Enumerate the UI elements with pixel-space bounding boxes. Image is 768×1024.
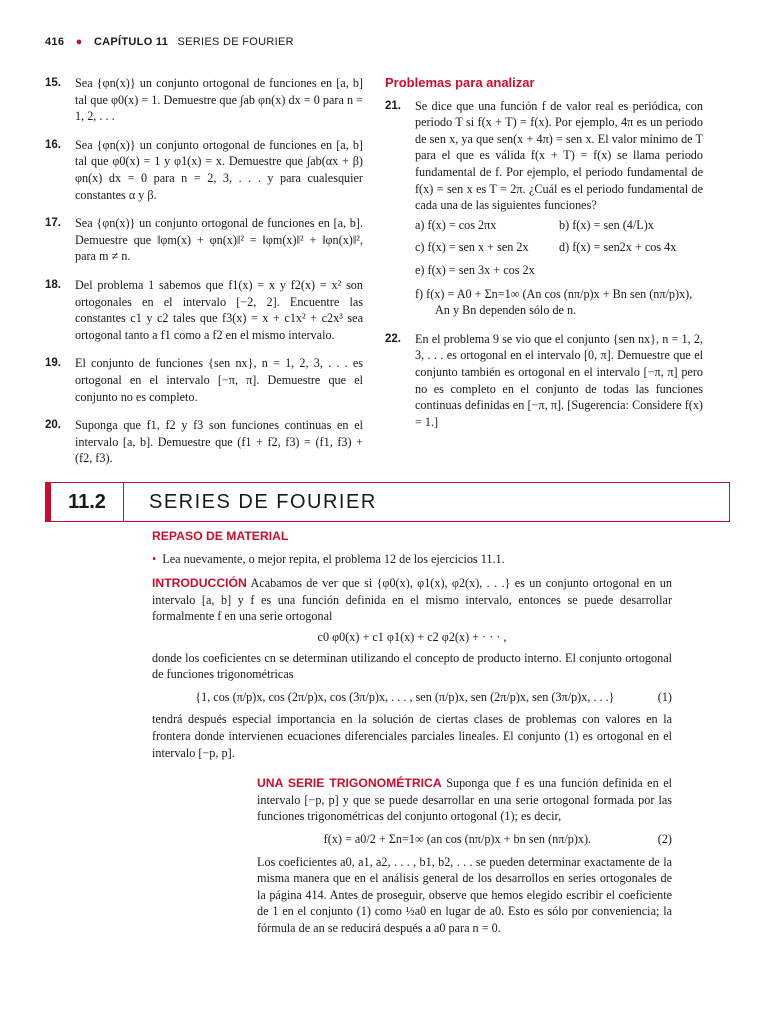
section-title: SERIES DE FOURIER	[149, 491, 377, 513]
subproblem-b: b) f(x) = sen (4/L)x	[559, 217, 654, 232]
problem-number: 22.	[385, 332, 401, 345]
equation-1-number: (1)	[657, 689, 672, 704]
problem-18	[45, 277, 363, 343]
problem-20	[45, 417, 363, 467]
problem-15	[45, 75, 363, 125]
problem-text: El conjunto de funciones {sen nx}, n = 1, 2, 3, . . . es ortogonal en el intervalo [−π, π]. Demuestre que el conjunto no es completo.	[75, 356, 363, 404]
coefficients-paragraph: Los coeficientes a0, a1, a2, . . . , b1, b2, . . . se pueden determinar exactamente de la misma manera que en el análisis general de los desarrollos en series ortogonales de la página 414. Antes de proseguir, observe que hemos elegido escribir el coeficiente de 1 en el conjunto (1) como ½a0 en lugar de a0. Esto es sólo por conveniencia; la fórmula de an se reducirá después a a0 para n = 0.	[257, 854, 672, 935]
problem-number: 21.	[385, 99, 401, 112]
bullet-icon: •	[152, 551, 157, 566]
intro-paragraph	[152, 575, 672, 625]
right-column	[385, 75, 703, 442]
problem-16	[45, 137, 363, 203]
intro-text-3: tendrá después especial importancia en la solución de ciertas clases de problemas con valores en la frontera donde intervienen ecuaciones diferenciales parciales lineales. El conjunto (1) es ortogonal en el intervalo [−p, p].	[152, 712, 672, 760]
subproblem-c: c) f(x) = sen x + sen 2x	[415, 240, 529, 255]
series-equation: c0 φ0(x) + c1 φ1(x) + c2 φ2(x) + · · · ,	[317, 629, 507, 644]
bullet-icon: ●	[75, 36, 83, 48]
chapter-label: CAPÍTULO 11	[93, 36, 169, 48]
subproblem-f-note: An y Bn dependen sólo de n.	[435, 303, 577, 318]
problem-text: Sea {φn(x)} un conjunto ortogonal de funciones en [a, b]. Demuestre que ‖φm(x) + φn(x)‖² = ‖φm(x)‖² + ‖φn(x)‖², para m ≠ n.	[75, 216, 363, 264]
equation-1-body: {1, cos (π/p)x, cos (2π/p)x, cos (3π/p)x, . . . , sen (π/p)x, sen (2π/p)x, sen (3π/p)x, . . .}	[195, 689, 615, 704]
problem-number: 20.	[45, 419, 61, 432]
subproblems	[415, 214, 703, 282]
section-number: 11.2	[51, 483, 124, 521]
review-text: Lea nuevamente, o mejor repita, el problema 12 de los ejercicios 11.1.	[162, 551, 505, 566]
problem-19	[45, 355, 363, 405]
problem-number: 18.	[45, 278, 61, 291]
subproblem-d: d) f(x) = sen2x + cos 4x	[559, 240, 677, 255]
chapter-title: SERIES DE FOURIER	[177, 36, 294, 48]
page-number: 416	[45, 36, 65, 48]
intro-text: Acabamos de ver que si {φ0(x), φ1(x), φ2(x), . . .} es un conjunto ortogonal en un intervalo [a, b] y f es una función definida en el mismo intervalo, entonces se puede desarrollar formalmente f en una serie ortogonal	[152, 576, 672, 624]
problem-number: 15.	[45, 77, 61, 89]
problem-text: En el problema 9 se vio que el conjunto {sen nx}, n = 1, 2, 3, . . . es ortogonal en el intervalo [0, π]. Demuestre que el conjunto también es ortogonal en el intervalo [−π, π] pero no es completo en el conjunto de todas las funciones continuas definidas en [−π, π]. [Sugerencia: Considere f(x) = 1.]	[415, 331, 703, 429]
subproblem-e: e) f(x) = sen 3x + cos 2x	[415, 262, 535, 277]
intro-label: INTRODUCCIÓN	[152, 576, 247, 591]
discussion-heading: Problemas para analizar	[385, 75, 535, 90]
subproblem-a: a) f(x) = cos 2πx	[415, 217, 497, 232]
problem-text: Del problema 1 sabemos que f1(x) = x y f2(x) = x² son ortogonales en el intervalo [−2, 2]. Encuentre las constantes c1 y c2 tales que f3(x) = x + c1x² + c2x³ sea ortogonal tanto a f1 como a f2 en el mismo intervalo.	[75, 277, 363, 342]
problem-text: Sea {φn(x)} un conjunto ortogonal de funciones en [a, b] tal que φ0(x) = 1 y φ1(x) = x. Demuestre que ∫ab(αx + β) φn(x) dx = 0 para n = 2, 3, . . . y para cualesquier constantes α y β.	[75, 137, 363, 202]
equation-1	[152, 689, 672, 706]
equation-2-number: (2)	[657, 831, 672, 846]
problem-21	[385, 98, 703, 319]
problem-text: Se dice que una función f de valor real es periódica, con periodo T si f(x + T) = f(x). Por ejemplo, 4π es un periodo de sen x, ya que sen(x + 4π) = sen x. El valor mínimo de T para el que es válida f(x + T) = f(x) se llama periodo fundamental de f. Por ejemplo, el periodo fundamental de f(x) = sen x es T = 2π. ¿Cuál es el periodo fundamental de cada una de las siguientes funciones?	[415, 98, 703, 213]
problem-22	[385, 331, 703, 431]
section-body	[152, 528, 672, 936]
problem-number: 16.	[45, 138, 61, 151]
intro-text-2: donde los coeficientes cn se determinan utilizando el concepto de producto interno. El conjunto ortogonal de funciones trigonométricas	[152, 650, 672, 682]
problem-text: Suponga que f1, f2 y f3 son funciones continuas en el intervalo [a, b]. Demuestre que (f1 + f2, f3) = (f1, f3) + (f2, f3).	[75, 418, 363, 466]
trig-label: UNA SERIE TRIGONOMÉTRICA	[257, 776, 442, 791]
left-column	[45, 75, 363, 479]
problem-text: Sea {φn(x)} un conjunto ortogonal de funciones en [a, b] tal que φ0(x) = 1. Demuestre que ∫ab φn(x) dx = 0 para n = 1, 2, . . .	[75, 76, 363, 124]
equation-2-body: f(x) = a0/2 + Σn=1∞ (an cos (nπ/p)x + bn sen (nπ/p)x).	[323, 831, 592, 846]
problem-number: 19.	[45, 357, 61, 370]
problem-17	[45, 215, 363, 265]
problem-number: 17.	[45, 217, 61, 230]
subproblem-f: f) f(x) = A0 + Σn=1∞ (An cos (nπ/p)x + Bn sen (nπ/p)x),	[415, 286, 693, 301]
equation-2	[257, 831, 672, 848]
trig-text: Suponga que f es una función definida en el intervalo [−p, p] y que se puede desarrollar en una serie ortogonal formada por las funciones trigonométricas del conjunto ortogonal (1); es decir,	[257, 776, 673, 824]
trig-section	[152, 775, 672, 936]
review-heading: REPASO DE MATERIAL	[152, 529, 289, 543]
section-banner	[45, 482, 730, 522]
page-header	[45, 36, 294, 48]
review-bullet	[152, 551, 672, 568]
trig-paragraph	[257, 775, 672, 825]
